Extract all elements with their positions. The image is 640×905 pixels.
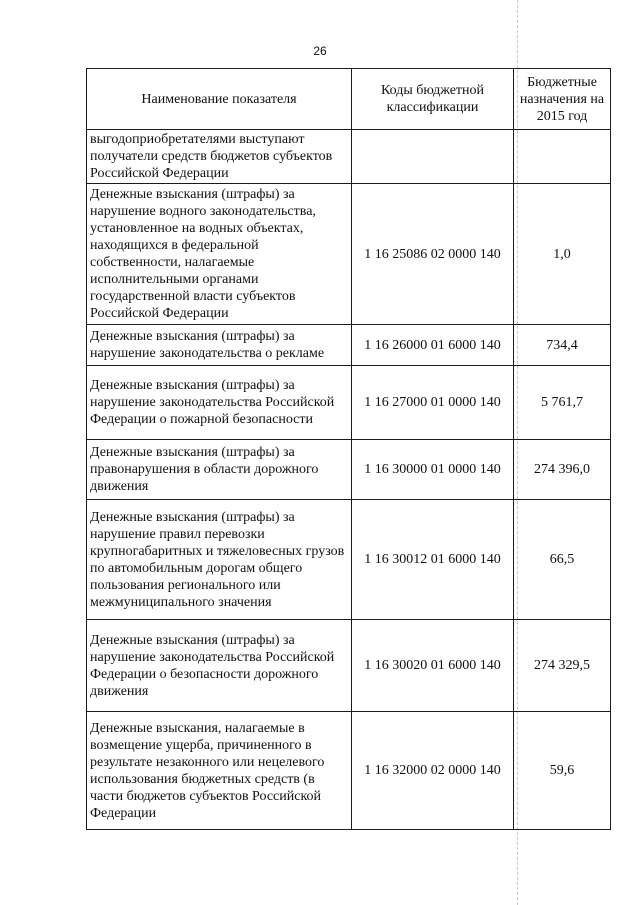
row-name: Денежные взыскания, налагаемые в возмещение ущерба, причиненного в результате незаконного или нецелевого использования бюджетных средств (в части бюджетов субъектов Российской Федерации (87, 712, 352, 830)
row-code: 1 16 30012 01 6000 140 (352, 500, 514, 620)
row-value: 5 761,7 (514, 366, 611, 440)
page-number: 26 (313, 44, 327, 58)
row-value: 1,0 (514, 184, 611, 325)
row-name: выгодоприобретателями выступают получатели средств бюджетов субъектов Российской Федерации (87, 130, 352, 184)
header-value: Бюджетные назначения на 2015 год (514, 69, 611, 130)
row-code: 1 16 25086 02 0000 140 (352, 184, 514, 325)
row-value: 59,6 (514, 712, 611, 830)
header-name: Наименование показателя (87, 69, 352, 130)
row-code: 1 16 30000 01 0000 140 (352, 440, 514, 500)
table-row (87, 325, 611, 366)
budget-table (86, 68, 611, 830)
table-row (87, 620, 611, 712)
row-code: 1 16 27000 01 0000 140 (352, 366, 514, 440)
row-name: Денежные взыскания (штрафы) за нарушение водного законодательства, установленное на водных объектах, находящихся в федеральной собственности, налагаемые исполнительными органами государственной власти субъектов Российской Федерации (87, 184, 352, 325)
row-name: Денежные взыскания (штрафы) за нарушение законодательства Российской Федерации о безопасности дорожного движения (87, 620, 352, 712)
row-code: 1 16 30020 01 6000 140 (352, 620, 514, 712)
row-name: Денежные взыскания (штрафы) за нарушение законодательства Российской Федерации о пожарной безопасности (87, 366, 352, 440)
table-row (87, 500, 611, 620)
row-name: Денежные взыскания (штрафы) за нарушение правил перевозки крупногабаритных и тяжеловесных грузов по автомобильным дорогам общего пользования регионального или межмуниципального значения (87, 500, 352, 620)
table-row (87, 130, 611, 184)
row-value: 734,4 (514, 325, 611, 366)
row-value: 66,5 (514, 500, 611, 620)
row-code: 1 16 32000 02 0000 140 (352, 712, 514, 830)
row-code: 1 16 26000 01 6000 140 (352, 325, 514, 366)
table-row (87, 184, 611, 325)
row-name: Денежные взыскания (штрафы) за правонарушения в области дорожного движения (87, 440, 352, 500)
table-row (87, 440, 611, 500)
row-code (352, 130, 514, 184)
row-value: 274 396,0 (514, 440, 611, 500)
table-row (87, 712, 611, 830)
table-header-row (87, 69, 611, 130)
row-value: 274 329,5 (514, 620, 611, 712)
header-code: Коды бюджетной классификации (352, 69, 514, 130)
table-row (87, 366, 611, 440)
row-name: Денежные взыскания (штрафы) за нарушение законодательства о рекламе (87, 325, 352, 366)
row-value (514, 130, 611, 184)
